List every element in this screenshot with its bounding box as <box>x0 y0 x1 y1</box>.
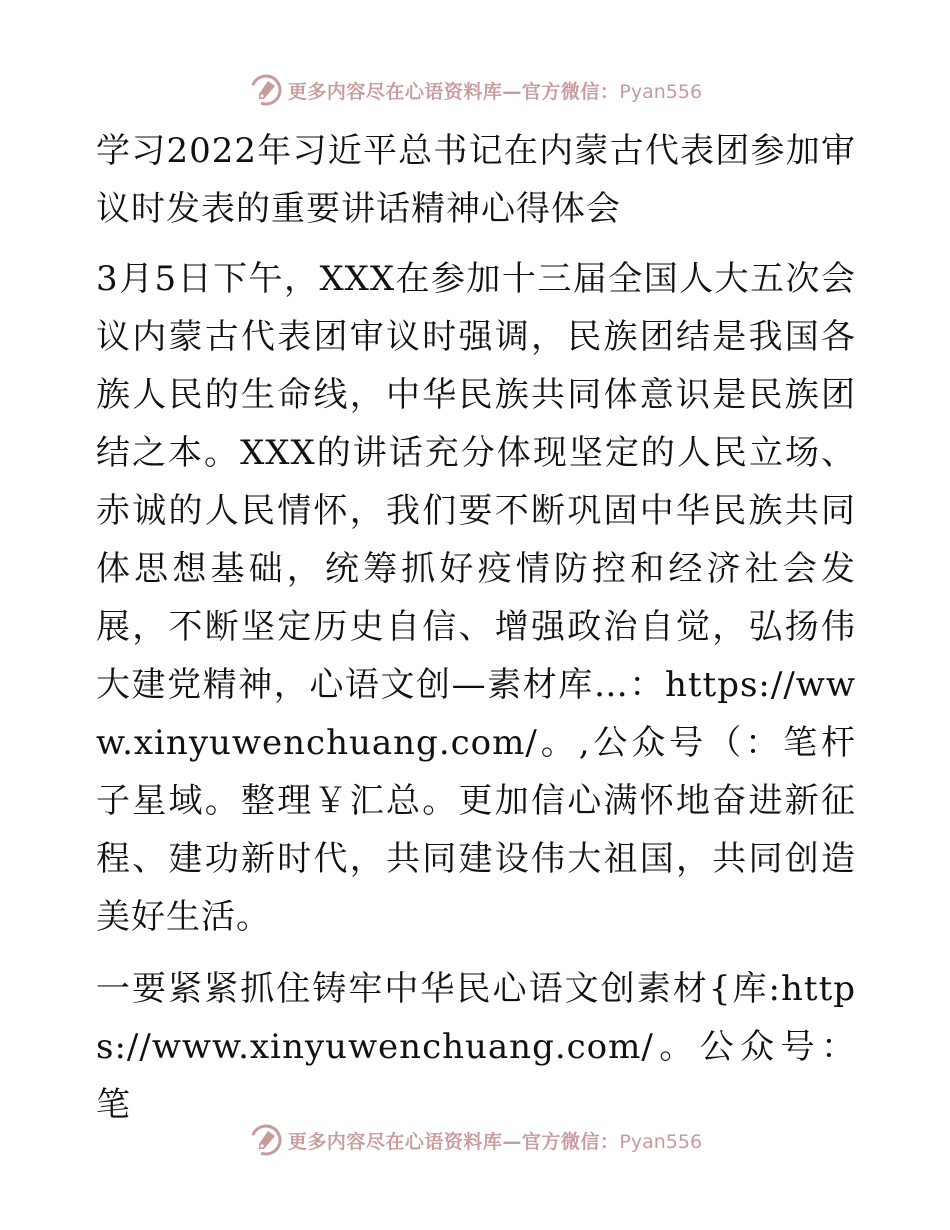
watermark-banner-top <box>0 68 950 112</box>
watermark-text: 更多内容尽在心语资料库—官方微信：Pyan556 <box>287 80 703 103</box>
pen-nib-logo-icon <box>248 72 284 108</box>
watermark-banner-bottom <box>0 1118 950 1162</box>
watermark-text: 更多内容尽在心语资料库—官方微信：Pyan556 <box>287 1130 703 1153</box>
document-body <box>96 122 856 1134</box>
body-paragraph: 一要紧紧抓住铸牢中华民心语文创素材{库:https://www.xinyuwenchuang.com/。公众号：笔 <box>96 969 856 1125</box>
pen-nib-logo-icon <box>248 1122 284 1158</box>
document-title: 学习2022年习近平总书记在内蒙古代表团参加审议时发表的重要讲话精神心得体会 <box>96 131 856 229</box>
body-paragraph: 3月5日下午，XXX在参加十三届全国人大五次会议内蒙古代表团审议时强调，民族团结是我国各族人民的生命线，中华民族共同体意识是民族团结之本。XXX的讲话充分体现坚定的人民立场、赤诚的人民情怀，我们要不断巩固中华民族共同体思想基础，统筹抓好疫情防控和经济社会发展，不断坚定历史自信、增强政治自觉，弘扬伟大建党精神，心语文创—素材库…：https://www.xinyuwenchuang.com/。,公众号（：笔杆子星域。整理￥汇总。更加信心满怀地奋进新征程、建功新时代，共同建设伟大祖国，共同创造美好生活。 <box>96 259 856 937</box>
